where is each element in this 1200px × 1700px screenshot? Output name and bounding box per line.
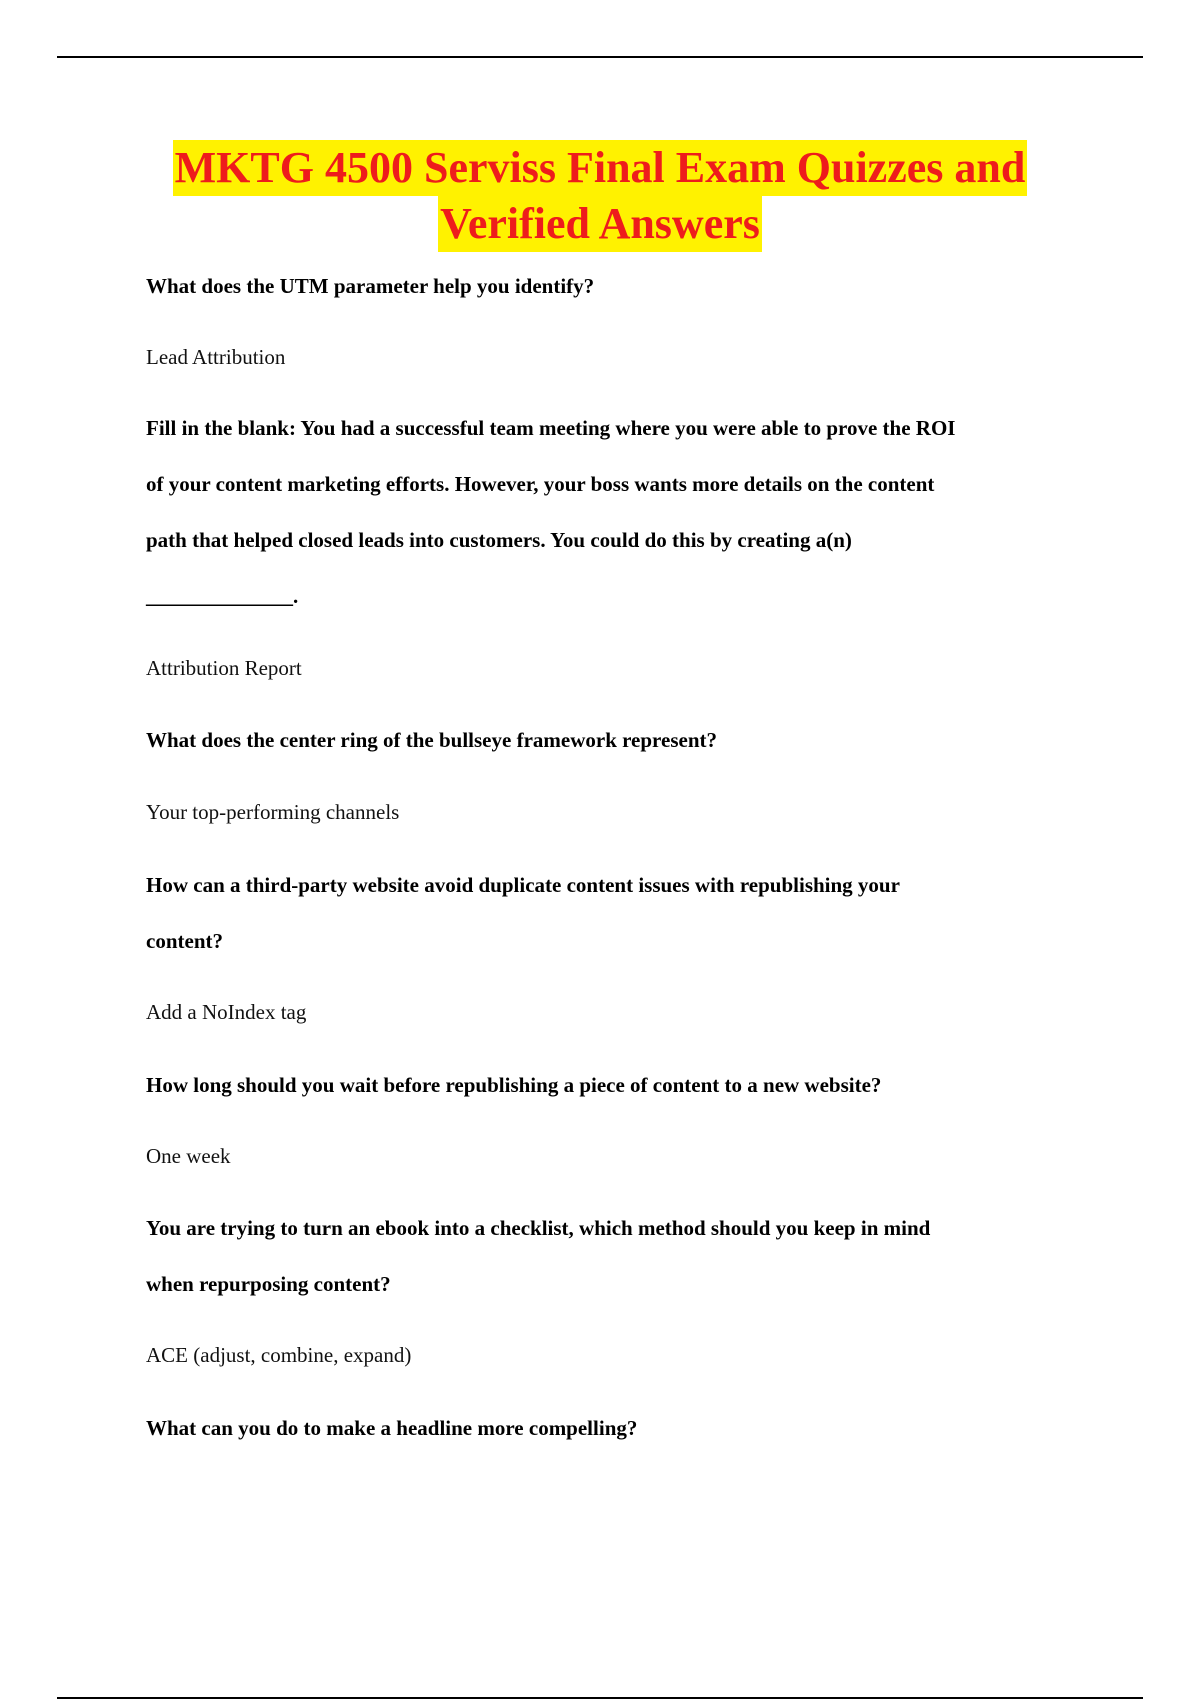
title-line-1: MKTG 4500 Serviss Final Exam Quizzes and: [173, 140, 1028, 196]
question-4: [146, 857, 1096, 969]
question-line: when repurposing content?: [146, 1272, 391, 1296]
question-2: [146, 400, 1096, 624]
answer-1: Lead Attribution: [146, 345, 286, 369]
question-line: of your content marketing efforts. However, your boss wants more details on the content: [146, 472, 935, 496]
question-line: What can you do to make a headline more compelling?: [146, 1416, 638, 1440]
page-title: [0, 140, 1200, 252]
question-7: [146, 1400, 1096, 1456]
answer-3: Your top-performing channels: [146, 800, 400, 824]
question-line: You are trying to turn an ebook into a checklist, which method should you keep in mind: [146, 1216, 931, 1240]
question-3: [146, 712, 1096, 768]
question-line: content?: [146, 929, 223, 953]
question-line: How long should you wait before republishing a piece of content to a new website?: [146, 1073, 882, 1097]
question-line: ______________.: [146, 584, 299, 608]
question-1: [146, 258, 1096, 314]
question-line: What does the center ring of the bullseye framework represent?: [146, 728, 717, 752]
question-line: path that helped closed leads into customers. You could do this by creating a(n): [146, 528, 852, 552]
question-line: How can a third-party website avoid duplicate content issues with republishing your: [146, 873, 900, 897]
answer-2: Attribution Report: [146, 656, 302, 680]
answer-4: Add a NoIndex tag: [146, 1000, 307, 1024]
title-line-2: Verified Answers: [438, 196, 762, 252]
top-rule: [57, 56, 1143, 58]
question-5: [146, 1057, 1096, 1113]
answer-6: ACE (adjust, combine, expand): [146, 1343, 412, 1367]
question-line: Fill in the blank: You had a successful team meeting where you were able to prove the ROI: [146, 416, 956, 440]
question-line: What does the UTM parameter help you identify?: [146, 274, 595, 298]
answer-5: One week: [146, 1144, 231, 1168]
bottom-rule: [57, 1697, 1143, 1699]
question-6: [146, 1200, 1096, 1312]
